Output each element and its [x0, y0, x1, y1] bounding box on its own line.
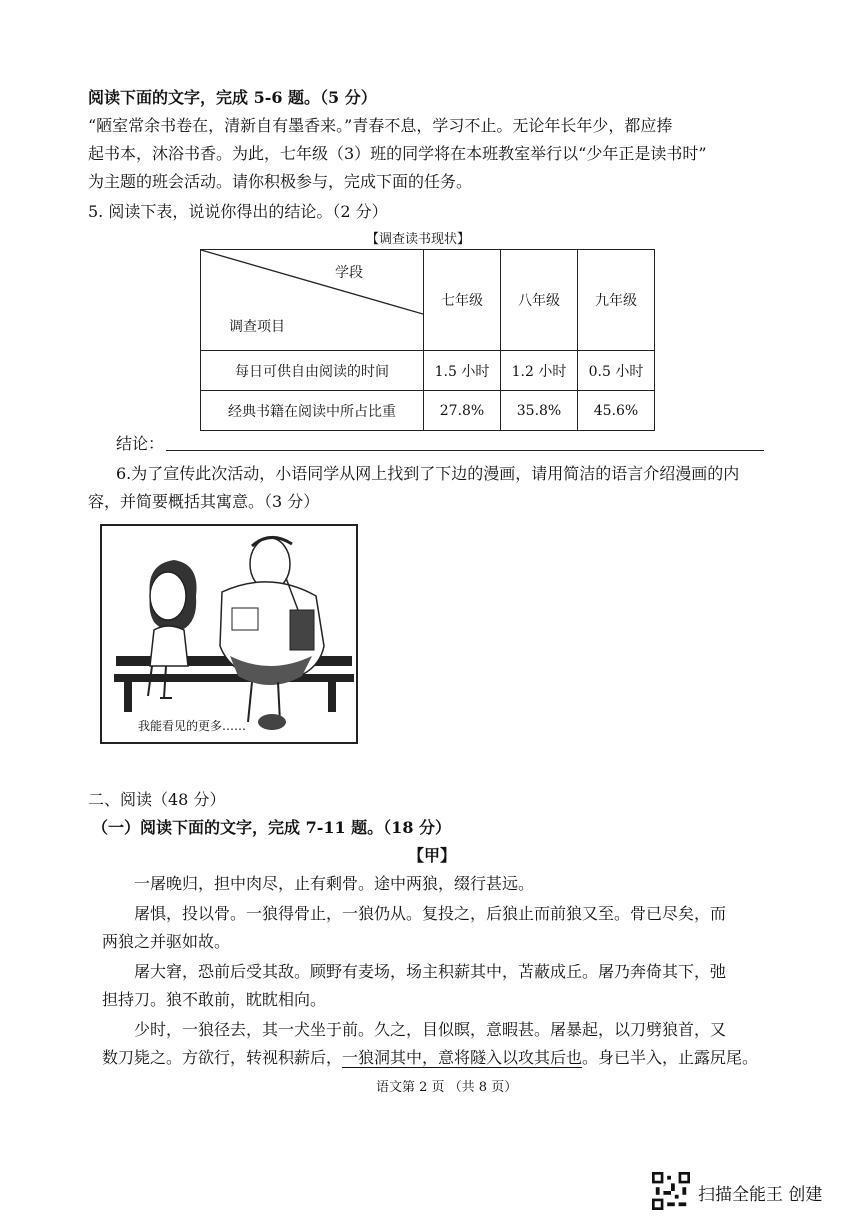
intro-line-2: 起书本，沐浴书香。为此，七年级（3）班的同学将在本班教室举行以“少年正是读书时”	[88, 144, 707, 163]
survey-table	[200, 249, 655, 431]
q6-line-1: 6.为了宣传此次活动，小语同学从网上找到了下边的漫画，请用简洁的语言介绍漫画的内	[116, 464, 740, 483]
column-header: 八年级	[501, 250, 578, 351]
row-label: 经典书籍在阅读中所占比重	[201, 391, 424, 431]
comic-caption: 我能看见的更多……	[138, 719, 247, 733]
qr-code-icon	[652, 1172, 690, 1210]
table-cell: 45.6%	[578, 391, 655, 431]
table-row	[201, 391, 655, 431]
passage-label: 【甲】	[408, 846, 457, 865]
table-cell: 35.8%	[501, 391, 578, 431]
header-top-label: 学段	[335, 265, 363, 281]
table-cell: 1.5 小时	[424, 351, 501, 391]
column-header: 九年级	[578, 250, 655, 351]
passage-line: 担持刀。狼不敢前，眈眈相向。	[102, 990, 327, 1009]
passage-line: 一屠晚归，担中肉尽，止有剩骨。途中两狼，缀行甚远。	[134, 874, 535, 893]
passage-line: 少时，一狼径去，其一犬坐于前。久之，目似瞑，意暇甚。屠暴起，以刀劈狼首，又	[134, 1020, 727, 1039]
passage-text: 数刀毙之。方欲行，转视积薪后，	[102, 1048, 343, 1067]
passage-line: 屠大窘，恐前后受其敌。顾野有麦场，场主积薪其中，苫蔽成丘。屠乃奔倚其下，弛	[134, 962, 727, 981]
part2-subheading: （一）阅读下面的文字，完成 7-11 题。（18 分）	[92, 818, 452, 837]
conclusion-answer-line[interactable]	[166, 450, 764, 451]
diagonal-header-cell	[201, 250, 424, 351]
table-cell: 0.5 小时	[578, 351, 655, 391]
table-cell: 27.8%	[424, 391, 501, 431]
intro-line-3: 为主题的班会活动。请你积极参与，完成下面的任务。	[88, 172, 473, 191]
scanner-watermark: 扫描全能王 创建	[698, 1185, 823, 1205]
header-bottom-label: 调查项目	[229, 319, 285, 335]
comic-image	[100, 524, 358, 744]
conclusion-label: 结论：	[116, 434, 165, 453]
section-heading: 阅读下面的文字，完成 5-6 题。（5 分）	[88, 88, 377, 107]
intro-line-1: “陋室常余书卷在，清新自有墨香来。”青春不息，学习不止。无论年长年少，都应捧	[88, 116, 673, 135]
passage-last-line	[102, 1044, 758, 1072]
table-cell: 1.2 小时	[501, 351, 578, 391]
table-row	[201, 351, 655, 391]
page-number: 语文第 2 页 （共 8 页）	[376, 1080, 518, 1095]
passage-line: 两狼之并驱如故。	[102, 932, 231, 951]
passage-text: 。身已半入，止露尻尾。	[582, 1048, 759, 1067]
q5-prompt: 5. 阅读下表，说说你得出的结论。（2 分）	[88, 202, 388, 221]
passage-line: 屠惧，投以骨。一狼得骨止，一狼仍从。复投之，后狼止而前狼又至。骨已尽矣，而	[134, 904, 727, 923]
part2-heading: 二、阅读（48 分）	[88, 790, 226, 809]
table-title: 【调查读书现状】	[366, 232, 471, 247]
comic-drawing	[102, 526, 356, 742]
q6-line-2: 容，并简要概括其寓意。（3 分）	[88, 492, 320, 511]
column-header: 七年级	[424, 250, 501, 351]
row-label: 每日可供自由阅读的时间	[201, 351, 424, 391]
underlined-sentence: 一狼洞其中，意将隧入以攻其后也	[342, 1048, 583, 1067]
